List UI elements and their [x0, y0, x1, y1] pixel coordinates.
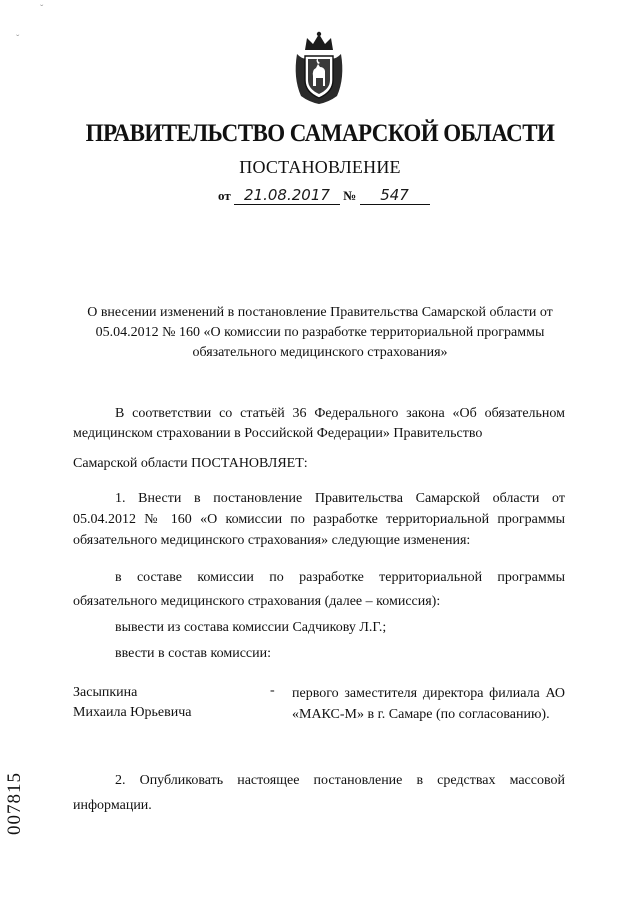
item-2: 2. Опубликовать настоящее постановление в средствах массовой информации.	[73, 773, 565, 813]
samara-oblast-coat-of-arms-icon	[291, 30, 347, 106]
remove-member-line: вывести из состава комиссии Садчикову Л.Г.;	[115, 620, 387, 635]
document-subject: О внесении изменений в постановление Правительства Самарской области от 05.04.2012 № 160 «О комиссии по разработке территориальной программы обязательного медицинского страхования»	[87, 305, 553, 360]
document-type: ПОСТАНОВЛЕНИЕ	[239, 157, 401, 177]
date-number-line	[218, 186, 430, 205]
number-prefix: №	[343, 188, 357, 203]
member-surname: Засыпкина	[73, 685, 138, 700]
member-given-names: Михаила Юрьевича	[73, 705, 192, 720]
add-member-line: ввести в состав комиссии:	[115, 646, 272, 661]
date-field: 21.08.2017	[234, 186, 340, 205]
item-1: 1. Внести в постановление Правительства Самарской области от 05.04.2012 № 160 «О комиссии по разработке территориальной программы обязательного медицинского страхования» следующие изменения:	[73, 491, 565, 548]
member-role: первого заместителя директора филиала АО «МАКС-М» в г. Самаре (по согласованию).	[292, 686, 565, 722]
date-prefix: от	[218, 188, 231, 203]
member-dash: -	[270, 683, 275, 698]
intro-paragraph-end: Самарской области ПОСТАНОВЛЯЕТ:	[73, 456, 308, 471]
corner-mark: ˇ	[16, 34, 20, 45]
member-name	[73, 683, 192, 723]
composition-paragraph: в составе комиссии по разработке территориальной программы обязательного медицинского страхования (далее – комиссия):	[73, 570, 565, 609]
intro-paragraph: В соответствии со статьёй 36 Федерального закона «Об обязательном медицинском страховании в Российской Федерации» Правительство	[73, 406, 565, 441]
side-serial-number: 007815	[4, 772, 25, 835]
number-field: 547	[360, 186, 430, 205]
corner-mark: ˇ	[40, 4, 44, 15]
government-title: ПРАВИТЕЛЬСТВО САМАРСКОЙ ОБЛАСТИ	[85, 120, 555, 147]
